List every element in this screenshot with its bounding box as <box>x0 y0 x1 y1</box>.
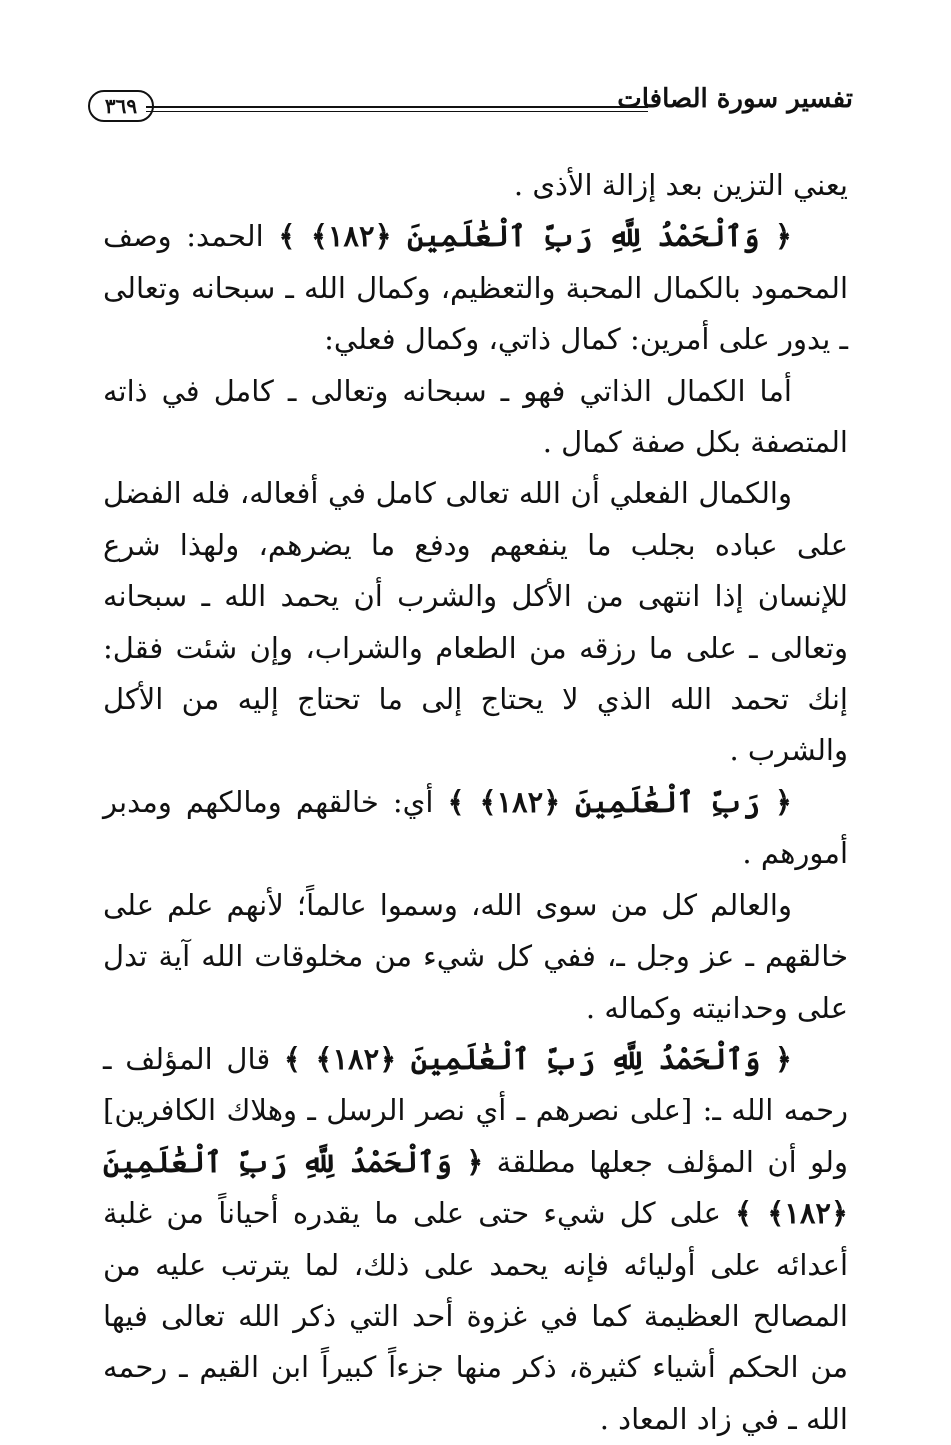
page-number: ٣٦٩ <box>88 90 154 122</box>
paragraph-7-text-cont: على كل شيء حتى على ما يقدره أحياناً من غلبة أعدائه على أوليائه فإنه يحمد على ذلك، لما يترتب عليه من المصالح العظيمة كما في غزوة أحد التي ذكر الله تعالى فيها من الحكم أشياء كثيرة، ذكر منها جزءاً كبيراً ابن القيم ـ رحمه الله ـ في زاد المعاد . <box>103 1196 848 1436</box>
paragraph-5 <box>103 777 848 880</box>
paragraph-6-text: والعالم كل من سوى الله، وسموا عالماً؛ لأنهم علم على خالقهم ـ عز وجل ـ، ففي كل شيء من مخلوقات الله آية تدل على وحدانيته وكماله . <box>103 887 848 1025</box>
paragraph-7 <box>103 1034 848 1445</box>
paragraph-4 <box>103 468 848 776</box>
header-title: تفسير سورة الصافات <box>617 84 853 114</box>
quran-verse: ﴿ وَٱلْحَمْدُ لِلَّهِ رَبِّ ٱلْعَٰلَمِينَ ﴿١٨٢﴾ ﴾ <box>283 1041 792 1076</box>
paragraph-3-text: أما الكمال الذاتي فهو ـ سبحانه وتعالى ـ كامل في ذاته المتصفة بكل صفة كمال . <box>103 373 848 460</box>
quran-verse: ﴿ وَٱلْحَمْدُ لِلَّهِ رَبِّ ٱلْعَٰلَمِينَ ﴿١٨٢﴾ ﴾ <box>278 219 792 254</box>
paragraph-1-text: يعني التزين بعد إزالة الأذى . <box>513 168 848 202</box>
paragraph-2-text: الحمد: وصف المحمود بالكمال المحبة والتعظيم، وكمال الله ـ سبحانه وتعالى ـ يدور على أمرين: كمال ذاتي، وكمال فعلي: <box>103 219 848 357</box>
paragraph-4-text: والكمال الفعلي أن الله تعالى كامل في أفعاله، فله الفضل على عباده بجلب ما ينفعهم ودفع ما يضرهم، ولهذا شرع للإنسان إذا انتهى من الأكل والشرب أن يحمد الله ـ سبحانه وتعالى ـ على ما رزقه من الطعام والشراب، وإن شئت فقل: إنك تحمد الله الذي لا يحتاج إلى ما تحتاج إليه من الأكل والشرب . <box>103 476 848 768</box>
header-rule <box>146 106 648 112</box>
body-text <box>103 160 848 1445</box>
paragraph-5-text: أي: خالقهم ومالكهم ومدبر أمورهم . <box>103 784 848 871</box>
running-header <box>88 82 853 128</box>
quran-verse: ﴿ رَبِّ ٱلْعَٰلَمِينَ ﴿١٨٢﴾ ﴾ <box>447 784 792 819</box>
quran-verse: ﴿ وَٱلْحَمْدُ لِلَّهِ رَبِّ ٱلْعَٰلَمِينَ ﴿١٨٢﴾ ﴾ <box>103 1144 848 1231</box>
paragraph-6 <box>103 880 848 1034</box>
paragraph-3 <box>103 366 848 469</box>
paragraph-1 <box>103 160 848 211</box>
paragraph-7-text: قال المؤلف ـ رحمه الله ـ: [على نصرهم ـ أي نصر الرسل ـ وهلاك الكافرين] ولو أن المؤلف جعلها مطلقة <box>103 1041 849 1179</box>
paragraph-2 <box>103 211 848 365</box>
